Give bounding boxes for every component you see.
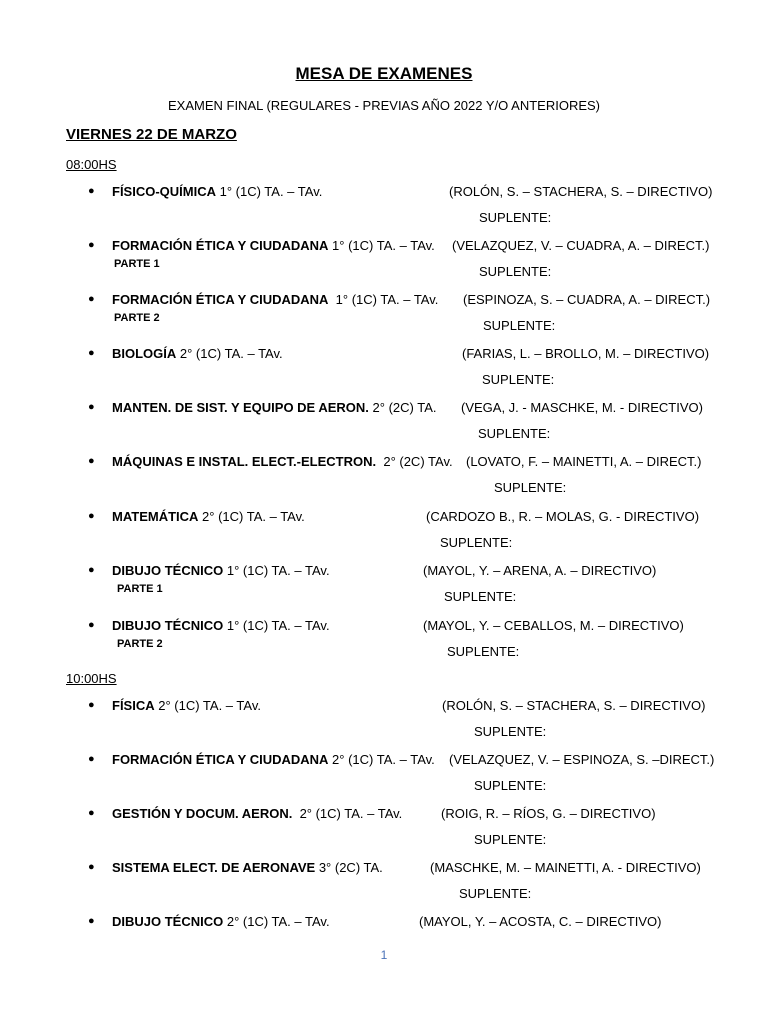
suplente-label: SUPLENTE:: [459, 886, 532, 901]
suplente-label: SUPLENTE:: [478, 426, 551, 441]
subject-course: 2° (1C) TA. – TAv.: [328, 752, 435, 767]
exam-subject: [112, 454, 453, 469]
suplente-label: SUPLENTE:: [479, 264, 552, 279]
exam-subject: [112, 914, 330, 929]
subject-course: 2° (2C) TA.: [368, 400, 437, 415]
subject-name: MATEMÁTICA: [112, 509, 199, 524]
exam-teachers: (VELAZQUEZ, V. – ESPINOZA, S. –DIRECT.): [449, 752, 715, 767]
exam-teachers: (MASCHKE, M. – MAINETTI, A. - DIRECTIVO): [430, 860, 701, 875]
subject-course: 2° (1C) TA. – TAv.: [154, 698, 261, 713]
exam-subject: [112, 860, 383, 875]
document-subtitle: EXAMEN FINAL (REGULARES - PREVIAS AÑO 2022 Y/O ANTERIORES): [167, 98, 600, 113]
exam-subject: [112, 292, 438, 307]
suplente-label: SUPLENTE:: [444, 589, 517, 604]
subject-course: 2° (1C) TA. – TAv.: [223, 914, 330, 929]
bullet-icon: ●: [88, 619, 95, 631]
exam-part-label: PARTE 2: [117, 638, 163, 650]
exam-subject: [112, 184, 322, 199]
bullet-icon: ●: [88, 915, 95, 927]
exam-subject: [112, 563, 330, 578]
exam-teachers: (LOVATO, F. – MAINETTI, A. – DIRECT.): [466, 454, 702, 469]
exam-teachers: (MAYOL, Y. – ACOSTA, C. – DIRECTIVO): [419, 914, 662, 929]
subject-name: DIBUJO TÉCNICO: [112, 563, 224, 578]
subject-name: FÍSICO-QUÍMICA: [112, 184, 216, 199]
bullet-icon: ●: [88, 564, 95, 576]
exam-teachers: (CARDOZO B., R. – MOLAS, G. - DIRECTIVO): [426, 509, 700, 524]
bullet-icon: ●: [88, 293, 95, 305]
subject-name: FORMACIÓN ÉTICA Y CIUDADANA: [112, 292, 329, 307]
subject-name: FORMACIÓN ÉTICA Y CIUDADANA: [112, 752, 329, 767]
suplente-label: SUPLENTE:: [482, 372, 555, 387]
exam-teachers: (MAYOL, Y. – ARENA, A. – DIRECTIVO): [423, 563, 657, 578]
subject-course: 2° (2C) TAv.: [376, 454, 453, 469]
suplente-label: SUPLENTE:: [474, 724, 547, 739]
subject-name: DIBUJO TÉCNICO: [112, 914, 224, 929]
exam-subject: [112, 509, 305, 524]
subject-name: MÁQUINAS E INSTAL. ELECT.-ELECTRON.: [112, 454, 377, 469]
suplente-label: SUPLENTE:: [483, 318, 556, 333]
subject-course: 2° (1C) TA. – TAv.: [198, 509, 305, 524]
bullet-icon: ●: [88, 239, 95, 251]
exam-teachers: (VEGA, J. - MASCHKE, M. - DIRECTIVO): [461, 400, 703, 415]
subject-name: DIBUJO TÉCNICO: [112, 618, 224, 633]
bullet-icon: ●: [88, 455, 95, 467]
exam-teachers: (ROLÓN, S. – STACHERA, S. – DIRECTIVO): [449, 184, 713, 199]
exam-subject: [112, 806, 402, 821]
subject-name: BIOLOGÍA: [112, 346, 177, 361]
subject-course: 2° (1C) TA. – TAv.: [292, 806, 403, 821]
subject-name: SISTEMA ELECT. DE AERONAVE: [112, 860, 316, 875]
suplente-label: SUPLENTE:: [440, 535, 513, 550]
exam-subject: [112, 238, 435, 253]
exam-teachers: (ROLÓN, S. – STACHERA, S. – DIRECTIVO): [442, 698, 706, 713]
bullet-icon: ●: [88, 510, 95, 522]
subject-name: MANTEN. DE SIST. Y EQUIPO DE AERON.: [112, 400, 369, 415]
bullet-icon: ●: [88, 753, 95, 765]
bullet-icon: ●: [88, 807, 95, 819]
exam-part-label: PARTE 1: [114, 258, 160, 270]
subject-course: 1° (1C) TA. – TAv.: [328, 292, 439, 307]
suplente-label: SUPLENTE:: [494, 480, 567, 495]
bullet-icon: ●: [88, 699, 95, 711]
subject-name: FÍSICA: [112, 698, 155, 713]
exam-part-label: PARTE 2: [114, 312, 160, 324]
subject-course: 3° (2C) TA.: [315, 860, 383, 875]
time-slot-0800: 08:00HS: [66, 157, 117, 172]
exam-teachers: (MAYOL, Y. – CEBALLOS, M. – DIRECTIVO): [423, 618, 684, 633]
time-slot-1000: 10:00HS: [66, 671, 117, 686]
suplente-label: SUPLENTE:: [447, 644, 520, 659]
subject-name: GESTIÓN Y DOCUM. AERON.: [112, 806, 293, 821]
exam-subject: [112, 752, 435, 767]
bullet-icon: ●: [88, 401, 95, 413]
exam-teachers: (FARIAS, L. – BROLLO, M. – DIRECTIVO): [462, 346, 710, 361]
subject-course: 1° (1C) TA. – TAv.: [328, 238, 435, 253]
bullet-icon: ●: [88, 185, 95, 197]
exam-subject: [112, 698, 261, 713]
suplente-label: SUPLENTE:: [474, 832, 547, 847]
document-title: MESA DE EXAMENES: [295, 64, 473, 83]
exam-teachers: (ROIG, R. – RÍOS, G. – DIRECTIVO): [441, 806, 656, 821]
subject-course: 1° (1C) TA. – TAv.: [223, 618, 330, 633]
exam-teachers: (VELAZQUEZ, V. – CUADRA, A. – DIRECT.): [452, 238, 710, 253]
suplente-label: SUPLENTE:: [474, 778, 547, 793]
subject-course: 1° (1C) TA. – TAv.: [216, 184, 323, 199]
page-number: 1: [380, 948, 388, 962]
subject-course: 2° (1C) TA. – TAv.: [176, 346, 283, 361]
exam-teachers: (ESPINOZA, S. – CUADRA, A. – DIRECT.): [463, 292, 711, 307]
bullet-icon: ●: [88, 347, 95, 359]
exam-subject: [112, 400, 437, 415]
subject-name: FORMACIÓN ÉTICA Y CIUDADANA: [112, 238, 329, 253]
bullet-icon: ●: [88, 861, 95, 873]
subject-course: 1° (1C) TA. – TAv.: [223, 563, 330, 578]
exam-subject: [112, 618, 330, 633]
exam-part-label: PARTE 1: [117, 583, 163, 595]
suplente-label: SUPLENTE:: [479, 210, 552, 225]
exam-day-heading: VIERNES 22 DE MARZO: [66, 126, 237, 143]
exam-subject: [112, 346, 283, 361]
